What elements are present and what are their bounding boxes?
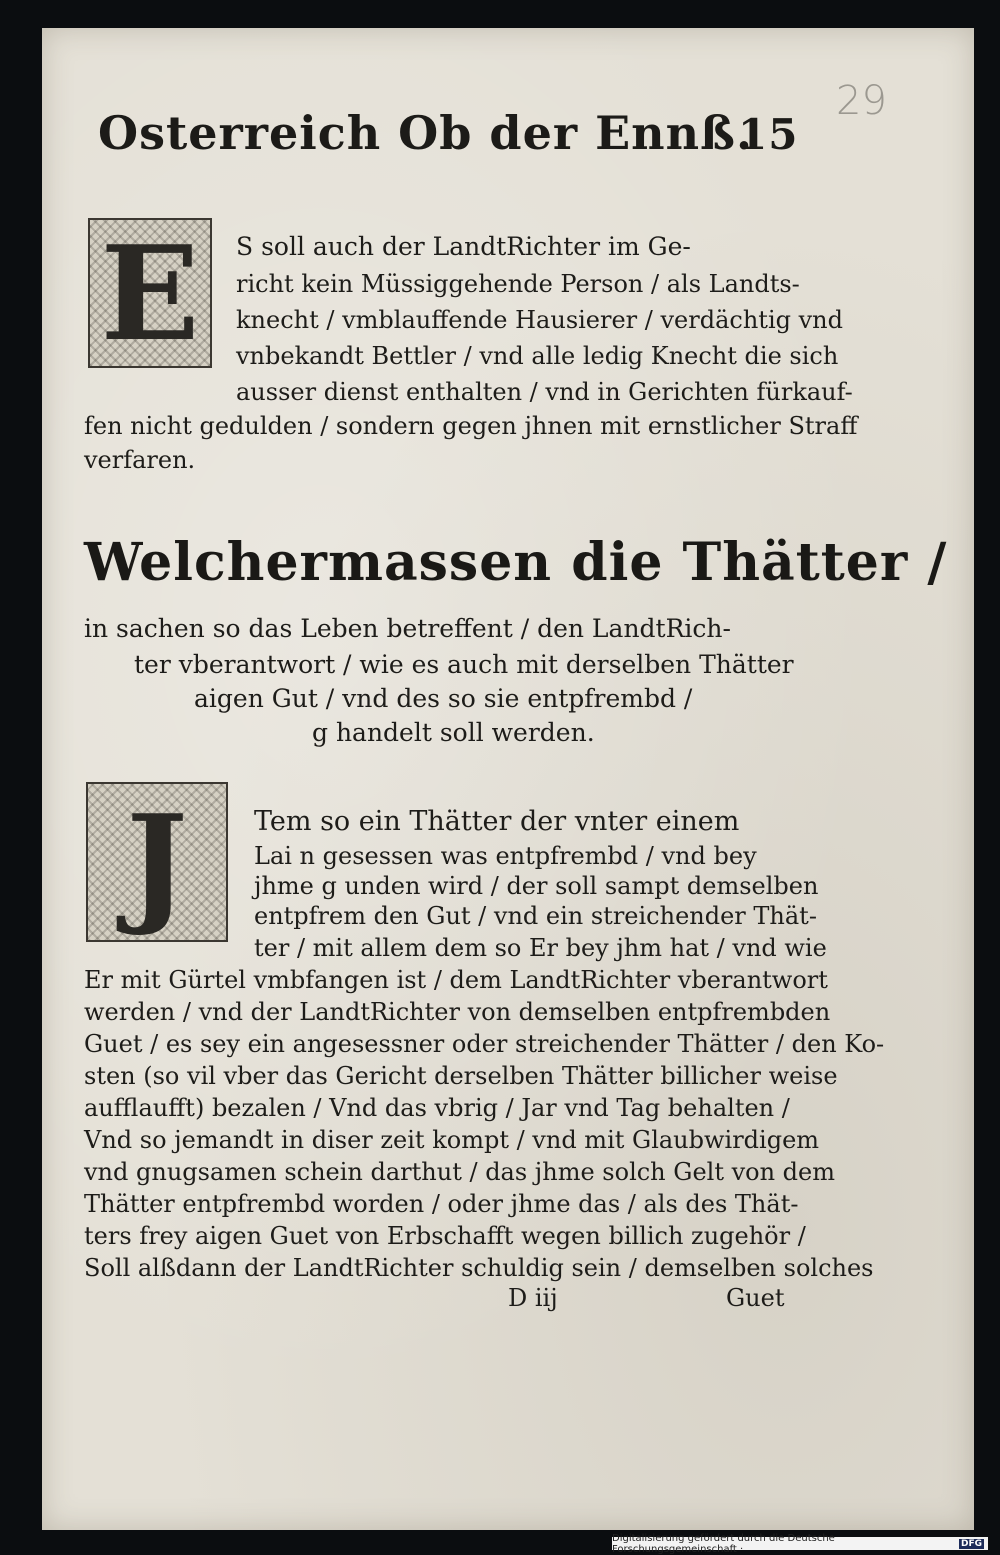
paragraph-2-line: sten (so vil vber das Gericht derselben Thätter billicher weise <box>84 1062 838 1090</box>
running-head-title: Osterreich Ob der Ennß. <box>98 106 754 160</box>
paragraph-2-line: Soll alßdann der LandtRichter schuldig sein / demselben solches <box>84 1254 874 1282</box>
paragraph-1-line: S soll auch der LandtRichter im Ge- <box>236 232 691 261</box>
paragraph-2-line: jhme g unden wird / der soll sampt demselben <box>254 872 819 900</box>
paragraph-2-line: werden / vnd der LandtRichter von demselben entpfrembden <box>84 998 831 1026</box>
paragraph-1-line: vnbekandt Bettler / vnd alle ledig Knecht die sich <box>236 342 839 370</box>
paragraph-2-line: Guet / es sey ein angesessner oder streichender Thätter / den Ko- <box>84 1030 885 1058</box>
paragraph-2-line: Tem so ein Thätter der vnter einem <box>254 806 740 837</box>
folio-number: 29 <box>836 78 887 124</box>
page-number: 15 <box>738 110 799 159</box>
paragraph-2-line: Lai n gesessen was entpfrembd / vnd bey <box>254 842 757 870</box>
digitization-credit-text: Digitalisierung gefördert durch die Deutsche Forschungsgemeinschaft · <box>612 1532 835 1555</box>
decorated-initial-e: E <box>88 218 212 368</box>
paragraph-2-line: Thätter entpfrembd worden / oder jhme das / als des Thät- <box>84 1190 799 1218</box>
section-heading-line: g handelt soll werden. <box>312 718 595 747</box>
paragraph-2-line: Er mit Gürtel vmbfangen ist / dem LandtRichter vberantwort <box>84 966 828 994</box>
paragraph-2-line: ter / mit allem dem so Er bey jhm hat / vnd wie <box>254 934 827 962</box>
signature-mark: D iij <box>508 1284 558 1312</box>
paragraph-1-line: ausser dienst enthalten / vnd in Gerichten fürkauf- <box>236 378 853 406</box>
paragraph-2-line: entpfrem den Gut / vnd ein streichender Thät- <box>254 902 817 930</box>
dfg-logo: DFG <box>960 1538 982 1549</box>
paragraph-2-line: ters frey aigen Guet von Erbschafft wegen billich zugehör / <box>84 1222 806 1250</box>
running-head <box>98 106 798 160</box>
paragraph-1-line: richt kein Müssiggehende Person / als Landts- <box>236 270 800 298</box>
paragraph-1-line: fen nicht gedulden / sondern gegen jhnen mit ernstlicher Straff <box>84 412 858 440</box>
digitization-credit <box>612 1532 988 1555</box>
paragraph-1-line: verfaren. <box>84 446 196 474</box>
section-heading-line: in sachen so das Leben betreffent / den LandtRich- <box>84 614 731 643</box>
section-heading-line: ter vberantwort / wie es auch mit derselben Thätter <box>134 650 794 679</box>
decorated-initial-j: J <box>86 782 228 942</box>
paragraph-1-line: knecht / vmblauffende Hausierer / verdächtig vnd <box>236 306 843 334</box>
paragraph-2-line: Vnd so jemandt in diser zeit kompt / vnd mit Glaubwirdigem <box>84 1126 820 1154</box>
section-heading-line: aigen Gut / vnd des so sie entpfrembd / <box>194 684 693 713</box>
paragraph-2-line: aufflaufft) bezalen / Vnd das vbrig / Jar vnd Tag behalten / <box>84 1094 790 1122</box>
paragraph-2-line: vnd gnugsamen schein darthut / das jhme solch Gelt von dem <box>84 1158 836 1186</box>
section-heading: Welchermassen die Thätter / <box>84 532 948 593</box>
catchword: Guet <box>726 1284 785 1312</box>
